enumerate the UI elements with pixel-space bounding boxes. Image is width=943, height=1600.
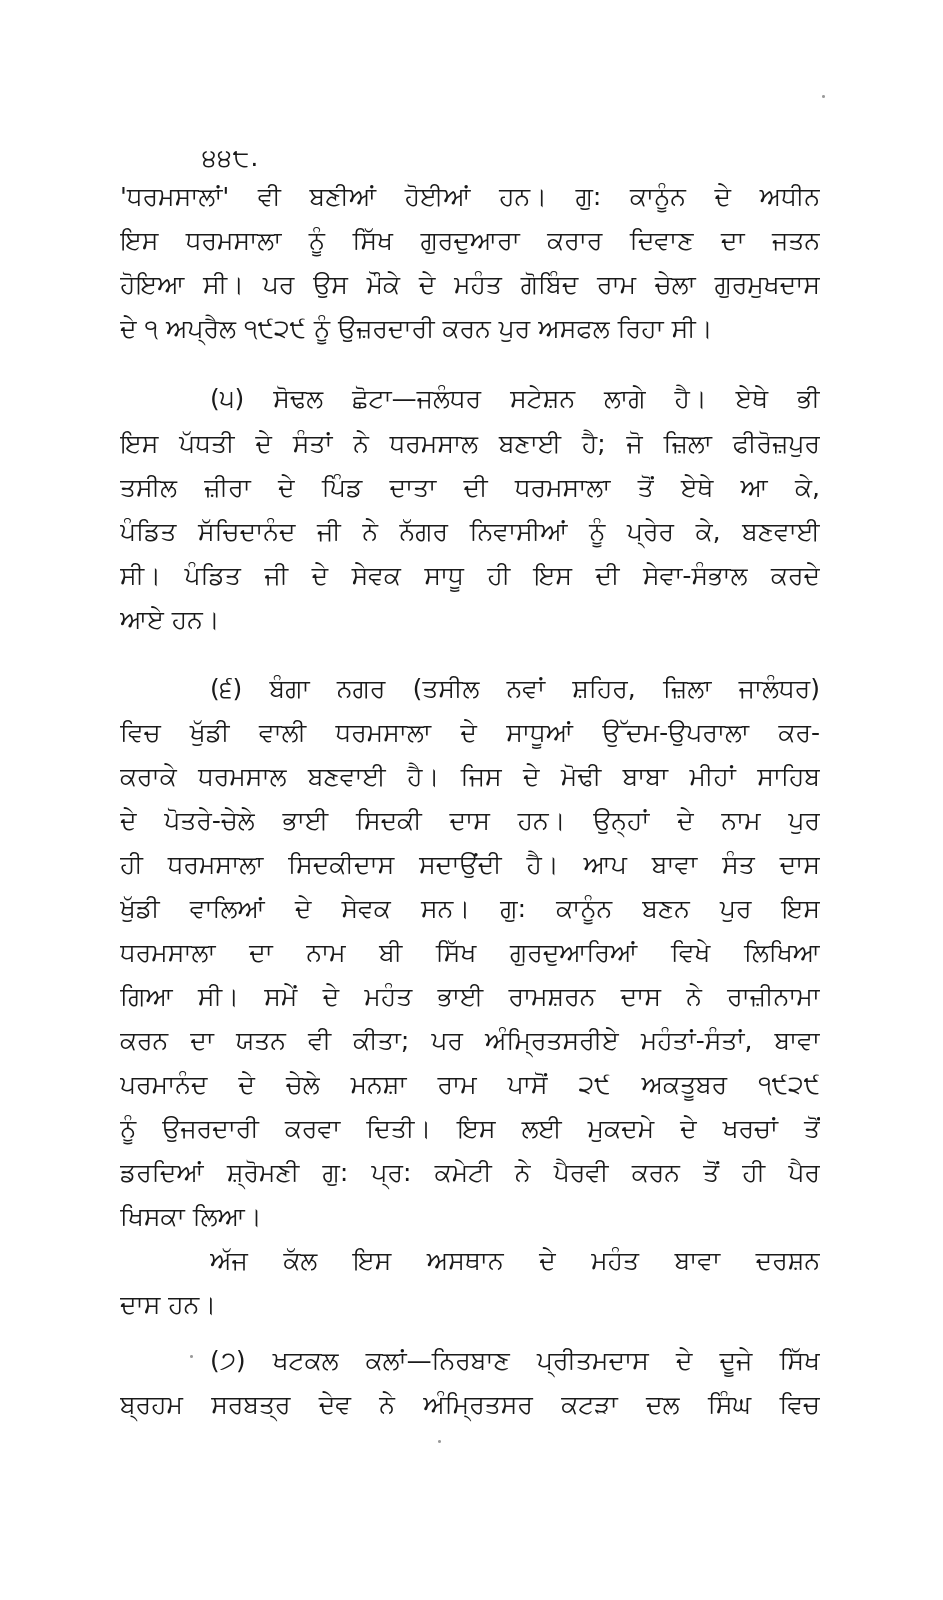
paper-speck [438,1440,441,1443]
section-heading-5: (੫) ਸੋਢਲ ਛੋਟਾ—ਜਲੰਧਰ ਸਟੇਸ਼ਨ ਲਾਗੇ ਹੈ। ਏਥੇ ਭੀ [210,384,820,413]
text-line: ਤਸੀਲ ਜ਼ੀਰਾ ਦੇ ਪਿੰਡ ਦਾਤਾ ਦੀ ਧਰਮਸਾਲਾ ਤੋਂ ਏਥੇ ਆ ਕੇ, [120,473,820,502]
text-line: ਇਸ ਧਰਮਸਾਲਾ ਨੂੰ ਸਿੱਖ ਗੁਰਦੁਆਰਾ ਕਰਾਰ ਦਿਵਾਣ ਦਾ ਜਤਨ [120,226,820,255]
text-line: ਕਰਾਕੇ ਧਰਮਸਾਲ ਬਣਵਾਈ ਹੈ। ਜਿਸ ਦੇ ਮੋਢੀ ਬਾਬਾ ਮੀਹਾਂ ਸਾਹਿਬ [120,762,820,791]
text-line: ਖੁੱਡੀ ਵਾਲਿਆਂ ਦੇ ਸੇਵਕ ਸਨ। ਗੁ: ਕਾਨੂੰਨ ਬਣਨ ਪੁਰ ਇਸ [120,894,820,923]
text-line-indented: ਅੱਜ ਕੱਲ ਇਸ ਅਸਥਾਨ ਦੇ ਮਹੰਤ ਬਾਵਾ ਦਰਸ਼ਨ [210,1246,820,1275]
text-line: ਸੀ। ਪੰਡਿਤ ਜੀ ਦੇ ਸੇਵਕ ਸਾਧੂ ਹੀ ਇਸ ਦੀ ਸੇਵਾ-ਸੰਭਾਲ ਕਰਦੇ [120,561,820,590]
text-line: ਆਏ ਹਨ। [120,605,220,634]
text-line: ਦਾਸ ਹਨ। [120,1290,217,1319]
text-line: 'ਧਰਮਸਾਲਾਂ' ਵੀ ਬਣੀਆਂ ਹੋਈਆਂ ਹਨ। ਗੁ: ਕਾਨੂੰਨ ਦੇ ਅਧੀਨ [120,182,820,211]
text-line: ਖਿਸਕਾ ਲਿਆ। [120,1202,262,1231]
paper-speck [822,95,825,98]
text-line: ਕਰਨ ਦਾ ਯਤਨ ਵੀ ਕੀਤਾ; ਪਰ ਅੰਮ੍ਰਿਤਸਰੀਏ ਮਹੰਤਾਂ-ਸੰਤਾਂ, ਬਾਵਾ [120,1026,820,1055]
text-line: ਪਰਮਾਨੰਦ ਦੇ ਚੇਲੇ ਮਨਸ਼ਾ ਰਾਮ ਪਾਸੋਂ ੨੯ ਅਕਤੂਬਰ ੧੯੨੯ [120,1070,820,1099]
text-line: ਗਿਆ ਸੀ। ਸਮੇਂ ਦੇ ਮਹੰਤ ਭਾਈ ਰਾਮਸ਼ਰਨ ਦਾਸ ਨੇ ਰਾਜ਼ੀਨਾਮਾ [120,982,820,1011]
text-line: ਹੋਇਆ ਸੀ। ਪਰ ਉਸ ਮੌਕੇ ਦੇ ਮਹੰਤ ਗੋਬਿੰਦ ਰਾਮ ਚੇਲਾ ਗੁਰਮੁਖਦਾਸ [120,270,820,299]
text-line: ਵਿਚ ਖੁੱਡੀ ਵਾਲੀ ਧਰਮਸਾਲਾ ਦੇ ਸਾਧੂਆਂ ਉੱਦਮ-ਉਪਰਾਲਾ ਕਰ- [120,718,820,747]
paper-speck [190,1355,193,1358]
section-heading-6: (੬) ਬੰਗਾ ਨਗਰ (ਤਸੀਲ ਨਵਾਂ ਸ਼ਹਿਰ, ਜ਼ਿਲਾ ਜਾਲੰਧਰ) [210,674,820,703]
text-line: ਹੀ ਧਰਮਸਾਲਾ ਸਿਦਕੀਦਾਸ ਸਦਾਉਂਦੀ ਹੈ। ਆਪ ਬਾਵਾ ਸੰਤ ਦਾਸ [120,850,820,879]
page-number: ੪੪੮. [202,143,260,172]
text-line: ਬ੍ਰਹਮ ਸਰਬਤ੍ਰ ਦੇਵ ਨੇ ਅੰਮ੍ਰਿਤਸਰ ਕਟੜਾ ਦਲ ਸਿੰਘ ਵਿਚ [120,1390,820,1419]
text-line: ਧਰਮਸਾਲਾ ਦਾ ਨਾਮ ਬੀ ਸਿੱਖ ਗੁਰਦੁਆਰਿਆਂ ਵਿਖੇ ਲਿਖਿਆ [120,938,820,967]
text-line: ਇਸ ਪੱਧਤੀ ਦੇ ਸੰਤਾਂ ਨੇ ਧਰਮਸਾਲ ਬਣਾਈ ਹੈ; ਜੋ ਜ਼ਿਲਾ ਫੀਰੋਜ਼ਪੁਰ [120,429,820,458]
text-line: ਪੰਡਿਤ ਸੱਚਿਦਾਨੰਦ ਜੀ ਨੇ ਨੱਗਰ ਨਿਵਾਸੀਆਂ ਨੂੰ ਪ੍ਰੇਰ ਕੇ, ਬਣਵਾਈ [120,517,820,546]
text-line: ਨੂੰ ਉਜਰਦਾਰੀ ਕਰਵਾ ਦਿਤੀ। ਇਸ ਲਈ ਮੁਕਦਮੇ ਦੇ ਖਰਚਾਂ ਤੋਂ [120,1114,820,1143]
text-line: ਡਰਦਿਆਂ ਸ਼੍ਰੋਮਣੀ ਗੁ: ਪ੍ਰ: ਕਮੇਟੀ ਨੇ ਪੈਰਵੀ ਕਰਨ ਤੋਂ ਹੀ ਪੈਰ [120,1158,820,1187]
text-line: ਦੇ ਪੋਤਰੇ-ਚੇਲੇ ਭਾਈ ਸਿਦਕੀ ਦਾਸ ਹਨ। ਉਨ੍ਹਾਂ ਦੇ ਨਾਮ ਪੁਰ [120,806,820,835]
text-line: ਦੇ ੧ ਅਪ੍ਰੈਲ ੧੯੨੯ ਨੂੰ ਉਜ਼ਰਦਾਰੀ ਕਰਨ ਪੁਰ ਅਸਫਲ ਰਿਹਾ ਸੀ। [120,314,713,343]
section-heading-7: (੭) ਖਟਕਲ ਕਲਾਂ—ਨਿਰਬਾਣ ਪ੍ਰੀਤਮਦਾਸ ਦੇ ਦੂਜੇ ਸਿੱਖ [210,1346,820,1375]
